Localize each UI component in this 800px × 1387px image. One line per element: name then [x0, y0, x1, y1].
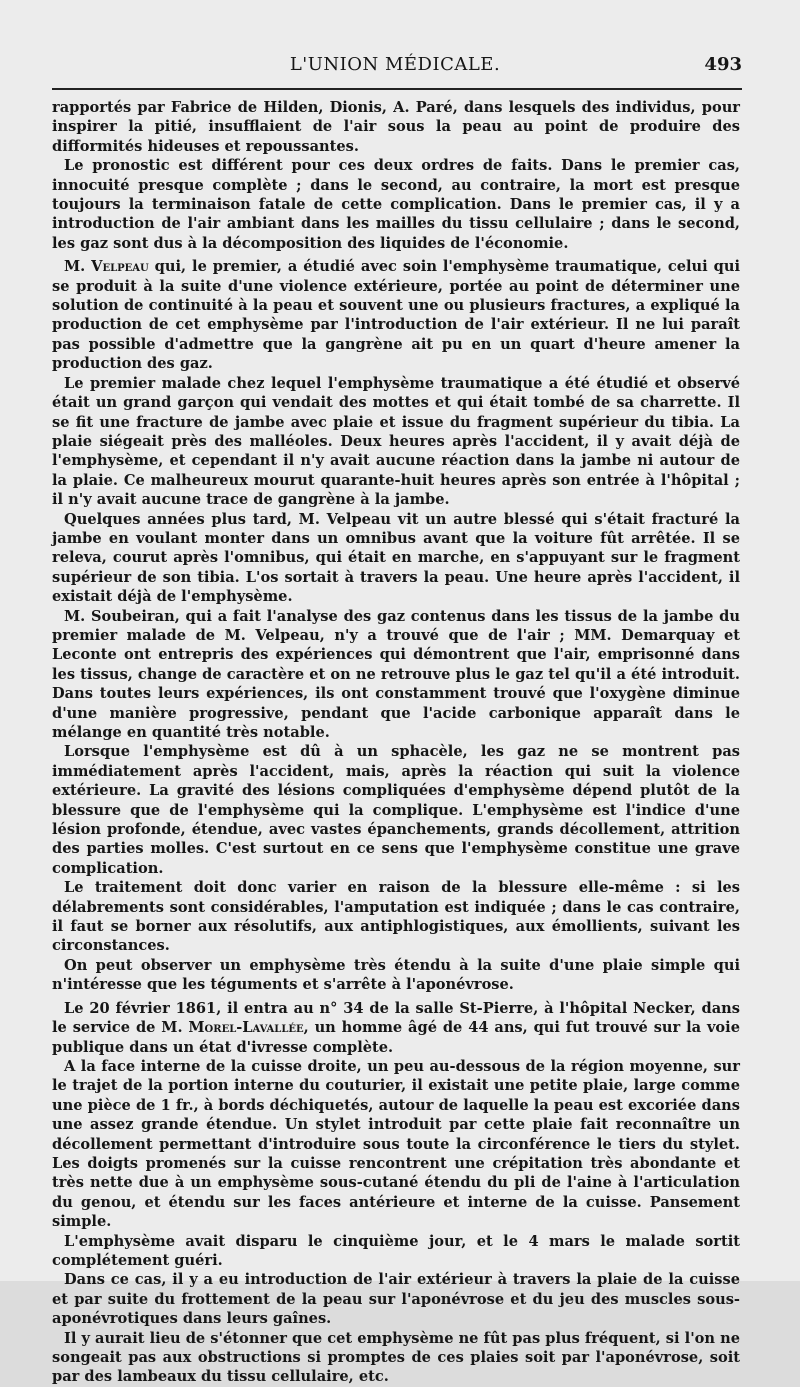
- author-name: Morel-Lavallée: [188, 1019, 304, 1037]
- paragraph: Quelques années plus tard, M. Velpeau vit un autre blessé qui s'était fracturé la jambe en voulant monter dans un omnibus avant que la voiture fût arrêtée. Il se releva, courut après l'omnibus, qui était en marche, en s'appuyant sur le fragment supérieur de son tibia. L'os sortait à travers la peau. Une heure après l'accident, il existait déjà de l'emphysème.: [52, 510, 740, 606]
- running-title: L'UNION MÉDICALE.: [289, 54, 501, 75]
- paragraph: Le premier malade chez lequel l'emphysème traumatique a été étudié et observé était un grand garçon qui vendait des mottes et qui était tombé de sa charrette. Il se fit une fracture de jambe avec plaie et issue du fragment supérieur du tibia. La plaie siégeait près des malléoles. Deux heures après l'accident, il y avait déjà de l'emphysème, et cependant il n'y avait aucune réaction dans la jambe ni autour de la plaie. Ce malheureux mourut quarante-huit heures après son entrée à l'hôpital ; il n'y avait aucune trace de gangrène à la jambe.: [52, 374, 740, 509]
- paragraph: Dans ce cas, il y a eu introduction de l'air extérieur à travers la plaie de la cuisse et par suite du frottement de la peau sur l'aponévrose et du jeu des muscles sous-aponévrotiques dans leurs gaînes.: [52, 1271, 740, 1328]
- paragraph: Le 20 février 1861, il entra au n° 34 de la salle St-Pierre, à l'hôpital Necker, dans le service de M. Morel-Lavallée, un homme âgé de 44 ans, qui fut trouvé sur la voie publique dans un état d'ivresse complète.: [52, 999, 740, 1056]
- paragraph: Il y aurait lieu de s'étonner que cet emphysème ne fût pas plus fréquent, si l'on ne songeait pas aux obstructions si promptes de ces plaies soit par l'aponévrose, soit par des lambeaux du tissu cellulaire, etc.: [52, 1329, 740, 1386]
- paragraph: M. Velpeau qui, le premier, a étudié avec soin l'emphysème traumatique, celui qui se produit à la suite d'une violence extérieure, portée au point de déterminer une solution de continuité à la peau et souvent une ou plusieurs fractures, a expliqué la production de cet emphysème par l'introduction de l'air extérieur. Il ne lui paraît pas possible d'admettre que la gangrène ait pu en un quart d'heure amener la production des gaz.: [52, 258, 740, 373]
- paragraph: M. Soubeiran, qui a fait l'analyse des gaz contenus dans les tissus de la jambe du premier malade de M. Velpeau, n'y a trouvé que de l'air ; MM. Demarquay et Leconte ont entrepris des expériences qui démontrent que l'air, emprisonné dans les tissus, change de caractère et on ne retrouve plus le gaz tel qu'il a été introduit. Dans toutes leurs expériences, ils ont constamment trouvé que l'oxygène diminue d'une manière progressive, pendant que l'acide carbonique apparaît dans le mélange en quantité très notable.: [52, 607, 740, 741]
- paragraph: rapportés par Fabrice de Hilden, Dionis, A. Paré, dans lesquels des individus, pour inspirer la pitié, insufflaient de l'air sous la peau au point de produire des difformités hideuses et repoussantes.: [52, 99, 740, 155]
- header-rule: [52, 88, 742, 90]
- article-body: [52, 98, 740, 1387]
- page-header: [48, 48, 742, 84]
- paragraph: L'emphysème avait disparu le cinquième jour, et le 4 mars le malade sortit complétement guéri.: [52, 1232, 740, 1269]
- paragraph: A la face interne de la cuisse droite, un peu au-dessous de la région moyenne, sur le trajet de la portion interne du couturier, il existait une petite plaie, large comme une pièce de 1 fr., à bords déchiquetés, autour de laquelle la peau est excoriée dans une assez grande étendue. Un stylet introduit par cette plaie fait reconnaître un décollement permettant d'introduire sous toute la circonférence le tiers du stylet. Les doigts promenés sur la cuisse rencontrent une crépitation très abondante et très nette due à un emphysème sous-cutané étendu du pli de l'aine à l'articulation du genou, et étendu sur les faces antérieure et interne de la cuisse. Pansement simple.: [52, 1057, 740, 1231]
- paragraph: On peut observer un emphysème très étendu à la suite d'une plaie simple qui n'intéresse que les téguments et s'arrête à l'aponévrose.: [52, 956, 740, 994]
- paragraph: Le pronostic est différent pour ces deux ordres de faits. Dans le premier cas, innocuité presque complète ; dans le second, au contraire, la mort est presque toujours la terminaison fatale de cette complication. Dans le premier cas, il y a introduction de l'air ambiant dans les mailles du tissu cellulaire ; dans le second, les gaz sont dus à la décomposition des liquides de l'économie.: [52, 157, 740, 252]
- author-name: Velpeau: [91, 258, 149, 276]
- paragraph: Le traitement doit donc varier en raison de la blessure elle-même : si les délabrements sont considérables, l'amputation est indiquée ; dans le cas contraire, il faut se borner aux résolutifs, aux antiphlogistiques, aux émollients, suivant les circonstances.: [52, 879, 740, 955]
- paragraph: Lorsque l'emphysème est dû à un sphacèle, les gaz ne se montrent pas immédiatement après l'accident, mais, après la réaction qui suit la violence extérieure. La gravité des lésions compliquées d'emphysème dépend plutôt de la blessure que de l'emphysème qui la complique. L'emphysème est l'indice d'une lésion profonde, étendue, avec vastes épanchements, grands décollement, attrition des parties molles. C'est surtout en ce sens que l'emphysème constitue une grave complication.: [52, 743, 740, 877]
- page-number: 493: [704, 54, 742, 75]
